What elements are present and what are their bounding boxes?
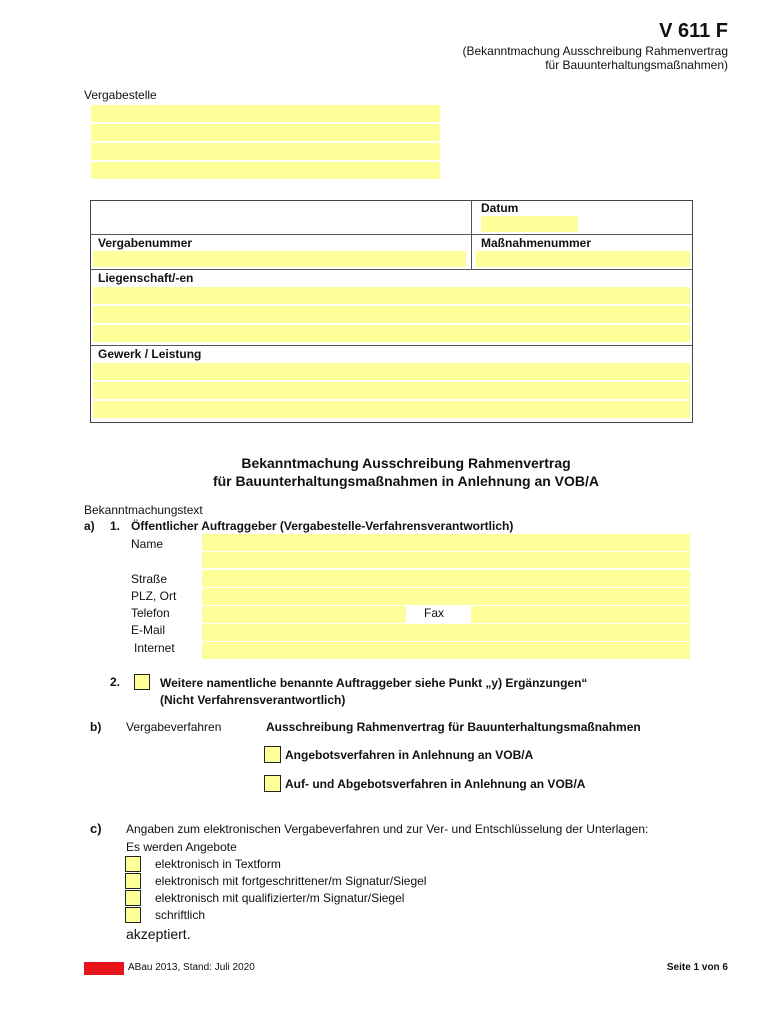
section-a-letter: a) [84, 519, 95, 533]
email-input[interactable] [202, 625, 690, 642]
schriftlich-checkbox[interactable] [125, 907, 141, 923]
nicht-verantwortlich-label: (Nicht Verfahrensverantwortlich) [160, 693, 346, 707]
gewerk-label: Gewerk / Leistung [98, 347, 202, 361]
name-input-1[interactable] [202, 535, 690, 552]
strasse-field[interactable] [202, 570, 690, 587]
liegenschaft-field-2[interactable] [93, 306, 690, 323]
liegenschaft-input-3[interactable] [93, 326, 690, 343]
elektronisch-intro: Angaben zum elektronischen Vergabeverfahren und zur Ver- und Entschlüsselung der Unterlagen: [126, 822, 649, 836]
vergabenummer-input[interactable] [93, 252, 466, 268]
section-b-letter: b) [90, 720, 102, 734]
fortgeschritten-label: elektronisch mit fortgeschrittener/m Signatur/Siegel [155, 874, 427, 888]
strasse-label: Straße [131, 572, 168, 586]
internet-field[interactable] [202, 642, 690, 659]
plz-ort-input[interactable] [202, 589, 690, 606]
fax-input[interactable] [471, 607, 690, 624]
liegenschaft-label: Liegenschaft/-en [98, 271, 194, 285]
vergabeverfahren-label: Vergabeverfahren [126, 720, 222, 734]
qualifiziert-checkbox[interactable] [125, 890, 141, 906]
telefon-field[interactable] [202, 606, 406, 623]
auftraggeber-heading: Öffentlicher Auftraggeber (Vergabestelle-Verfahrensverantwortlich) [131, 519, 514, 533]
auf-abgebotsverfahren-label: Auf- und Abgebotsverfahren in Anlehnung an VOB/A [285, 777, 586, 791]
gewerk-field-2[interactable] [93, 382, 690, 399]
abau-logo [84, 962, 124, 975]
textform-checkbox[interactable] [125, 856, 141, 872]
massnahmennummer-field[interactable] [476, 251, 690, 267]
liegenschaft-field-1[interactable] [93, 287, 690, 304]
form-subtitle-line2: für Bauunterhaltungsmaßnahmen) [545, 58, 728, 72]
vergabeverfahren-heading: Ausschreibung Rahmenvertrag für Bauunterhaltungsmaßnahmen [266, 720, 641, 734]
name-input-2[interactable] [202, 553, 690, 569]
telefon-input[interactable] [202, 607, 406, 624]
vergabestelle-field-2[interactable] [91, 124, 440, 141]
document-title-line2: für Bauunterhaltungsmaßnahmen in Anlehnung an VOB/A [212, 473, 600, 489]
section-a-num1: 1. [110, 519, 121, 533]
vergabestelle-input-4[interactable] [91, 163, 440, 180]
internet-label: Internet [134, 641, 175, 655]
table-divider-vertical [471, 200, 472, 270]
email-field[interactable] [202, 624, 690, 641]
liegenschaft-field-3[interactable] [93, 325, 690, 342]
weitere-auftraggeber-label: Weitere namentliche benannte Auftraggeber siehe Punkt „y) Ergänzungen“ [160, 676, 588, 690]
table-divider-row1 [90, 234, 693, 235]
section-a-num2: 2. [110, 675, 121, 689]
vergabestelle-input-2[interactable] [91, 125, 440, 142]
vergabenummer-label: Vergabenummer [98, 236, 193, 250]
datum-field[interactable] [481, 216, 578, 232]
vergabestelle-input-3[interactable] [91, 144, 440, 161]
gewerk-input-3[interactable] [93, 402, 690, 419]
liegenschaft-input-2[interactable] [93, 307, 690, 324]
angebotsverfahren-label: Angebotsverfahren in Anlehnung an VOB/A [285, 748, 534, 762]
email-label: E-Mail [131, 623, 166, 637]
plz-ort-label: PLZ, Ort [131, 589, 177, 603]
angebote-label: Es werden Angebote [126, 840, 237, 854]
strasse-input[interactable] [202, 571, 690, 588]
table-divider-row3 [90, 345, 693, 346]
vergabestelle-label: Vergabestelle [84, 88, 157, 102]
plz-ort-field[interactable] [202, 588, 690, 605]
footer-stand: ABau 2013, Stand: Juli 2020 [128, 962, 255, 973]
datum-input[interactable] [481, 217, 578, 233]
document-title-line1: Bekanntmachung Ausschreibung Rahmenvertrag [241, 455, 571, 471]
datum-label: Datum [481, 201, 519, 215]
gewerk-field-3[interactable] [93, 401, 690, 418]
gewerk-input-1[interactable] [93, 364, 690, 381]
telefon-label: Telefon [131, 606, 170, 620]
vergabestelle-field-3[interactable] [91, 143, 440, 160]
massnahmennummer-input[interactable] [476, 252, 690, 268]
angebotsverfahren-checkbox[interactable] [264, 746, 281, 763]
gewerk-field-1[interactable] [93, 363, 690, 380]
textform-label: elektronisch in Textform [155, 857, 281, 871]
name-label: Name [131, 537, 164, 551]
vergabestelle-field-1[interactable] [91, 105, 440, 122]
footer-page-number: Seite 1 von 6 [666, 962, 728, 973]
weitere-auftraggeber-checkbox[interactable] [134, 674, 150, 690]
fortgeschritten-checkbox[interactable] [125, 873, 141, 889]
massnahmennummer-label: Maßnahmenummer [481, 236, 592, 250]
form-id: V 611 F [659, 20, 728, 42]
form-subtitle-line1: (Bekanntmachung Ausschreibung Rahmenvertrag [462, 44, 728, 58]
bekanntmachungstext-label: Bekanntmachungstext [84, 503, 203, 517]
fax-label: Fax [424, 606, 445, 620]
section-c-letter: c) [90, 821, 102, 836]
gewerk-input-2[interactable] [93, 383, 690, 400]
schriftlich-label: schriftlich [155, 908, 206, 922]
akzeptiert-label: akzeptiert. [126, 926, 191, 942]
vergabenummer-field[interactable] [93, 251, 466, 267]
liegenschaft-input-1[interactable] [93, 288, 690, 305]
qualifiziert-label: elektronisch mit qualifizierter/m Signatur/Siegel [155, 891, 405, 905]
name-field-2[interactable] [202, 552, 690, 568]
vergabestelle-input-1[interactable] [91, 106, 440, 123]
auf-abgebotsverfahren-checkbox[interactable] [264, 775, 281, 792]
fax-field[interactable] [471, 606, 690, 623]
name-field-1[interactable] [202, 534, 690, 551]
vergabestelle-field-4[interactable] [91, 162, 440, 179]
internet-input[interactable] [202, 643, 690, 660]
table-divider-row2 [90, 269, 693, 270]
